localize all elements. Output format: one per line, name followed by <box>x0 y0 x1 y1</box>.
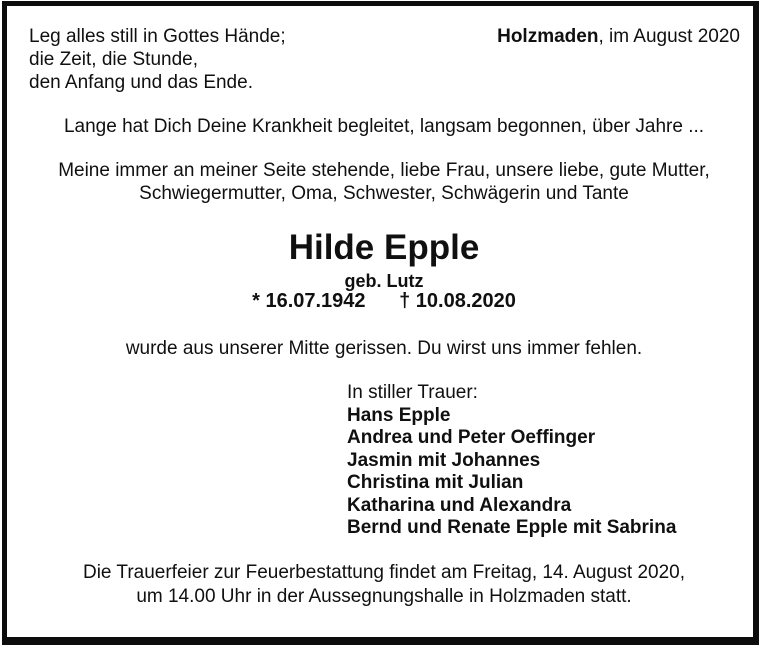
dateline <box>497 25 740 48</box>
epigraph-line: die Zeit, die Stunde, <box>29 49 198 70</box>
epigraph-line: den Anfang und das Ende. <box>29 72 253 93</box>
epigraph <box>29 25 286 94</box>
mourner-name: Jasmin mit Johannes <box>347 449 541 471</box>
mourner-name: Andrea und Peter Oeffinger <box>347 427 596 448</box>
funeral-line: Die Trauerfeier zur Feuerbestattung findet am Freitag, 14. August 2020, <box>82 562 685 583</box>
mourners-block <box>347 382 676 540</box>
mourner-name: Bernd und Renate Epple mit Sabrina <box>347 517 677 538</box>
relation-lines <box>0 159 768 205</box>
deceased-name: Hilde Epple <box>288 228 480 267</box>
relation-line: Schwiegermutter, Oma, Schwester, Schwägerin und Tante <box>139 183 629 204</box>
mourner-name: Christina mit Julian <box>347 472 524 493</box>
relation-line: Meine immer an meiner Seite stehende, liebe Frau, unsere liebe, gute Mutter, <box>58 160 710 181</box>
mourning-heading: In stiller Trauer: <box>347 382 478 403</box>
funeral-info <box>0 561 768 609</box>
birth-date: * 16.07.1942 <box>252 290 366 312</box>
loss-line: wurde aus unserer Mitte gerissen. Du wirst uns immer fehlen. <box>125 338 643 359</box>
maiden-name: geb. Lutz <box>344 271 424 291</box>
life-dates <box>0 290 768 313</box>
dateline-place: Holzmaden <box>497 26 599 47</box>
death-date: † 10.08.2020 <box>399 290 516 312</box>
epigraph-line: Leg alles still in Gottes Hände; <box>29 26 286 47</box>
illness-line: Lange hat Dich Deine Krankheit begleitet, langsam begonnen, über Jahre ... <box>63 116 705 137</box>
dateline-date: , im August 2020 <box>598 26 740 47</box>
border-frame <box>2 1 759 645</box>
funeral-line: um 14.00 Uhr in der Aussegnungshalle in Holzmaden statt. <box>136 586 632 607</box>
mourner-name: Katharina und Alexandra <box>347 494 572 516</box>
mourner-name: Hans Epple <box>347 404 451 426</box>
